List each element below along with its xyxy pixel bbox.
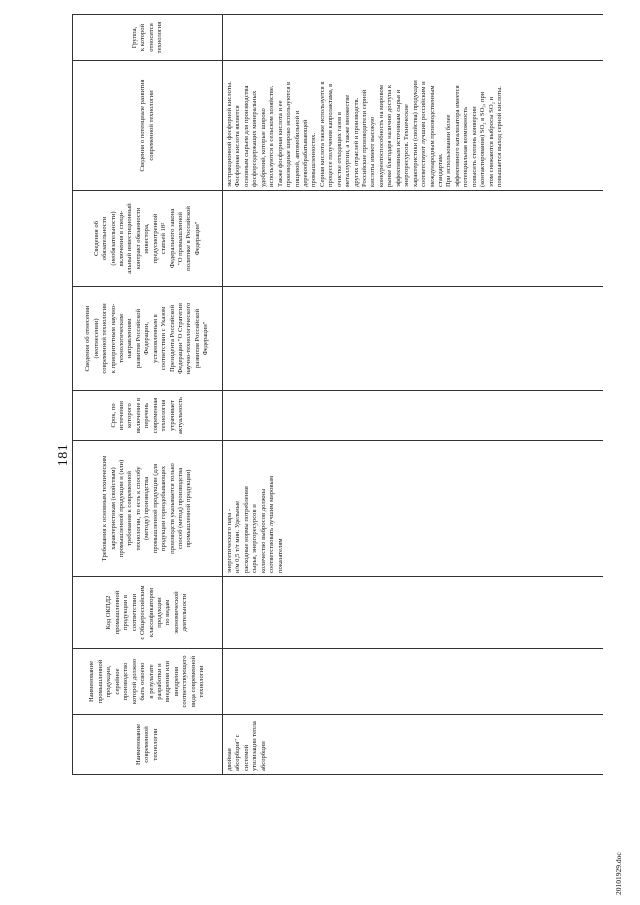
col-header-group: Группа, к которой относится технология	[73, 15, 223, 61]
col-header-okpd2: Код ОКПД2 промышленной продукции в соответствии с Общероссийским классификатором продукции по видам экономической деятельности	[73, 577, 223, 649]
col-header-potential: Сведения о потенциале развития современной технологии	[73, 61, 223, 191]
page-number: 181	[56, 443, 71, 467]
col-header-deadline: Срок, по истечении которого включение в перечень современная технология утрачивает актуальность	[73, 391, 223, 441]
document-id: 20101929.doc	[614, 852, 623, 895]
col-header-product: Наименование промышленной продукции, серийное производство которой должно быть освоено в результате разработки и внедрения или внедрения соответствующего вида современной технологии	[73, 649, 223, 715]
cell-priority	[223, 287, 603, 391]
technology-table	[72, 14, 603, 775]
col-header-obligation: Сведения об обязательности (необязательности) включения в специ- альный инвестиционный контракт обязанности инвестора, предусмотренной статьей 18² Федерального закона "О промышленной политике в Российской Федерации"	[73, 191, 223, 287]
col-header-technology: Наименование современной технологии	[73, 715, 223, 775]
cell-deadline	[223, 391, 603, 441]
cell-technology: двойная абсорбция" с системой утилизации тепла абсорбции	[223, 715, 603, 775]
col-header-requirements: Требования к основным техническим характеристикам (свойствам) промышленной продукции и (или) требования к современной технологии, то есть к способу (методу) производства промышленной продукции (для продукции горнодобывающих производств указывается только способ (метод) производства промышленной продукции)	[73, 441, 223, 577]
cell-group	[223, 15, 603, 61]
col-header-priority: Сведения об отнесении (неотнесении) современной технологии к приоритетным научно- технологическим направлениям развития Российской Федерации, установленным в соответствии с Указом Президента Российской Федерации "О Стратегии научно-технологического развития Российской Федерации"	[73, 287, 223, 391]
cell-requirements: энергетического пара - н/м 0,5 т/т мин. Удельные расходные нормы потребления сырья, энергоресурсов и количество выбросов должны соответствовать лучшим мировым показателям	[223, 441, 603, 577]
cell-okpd2	[223, 577, 603, 649]
cell-obligation	[223, 191, 603, 287]
cell-potential: экстракционной фосфорной кислоты. Фосфорная кислота является основным сырьем для производства фосфорсодержащих минеральных удобрений, которые широко используются в сельском хозяйстве. Также фосфорная кислота и ее производные широко используются в пищевой, автомобильной и деревообрабатывающей промышленностях. Серная кислота также используется в процессе получения капролактама, в очистке отходящих газов в металлургии, а также множестве других отраслей и производств. Российские производители серной кислоты имеют высокую конкурентоспособность на мировом рынке благодаря наличию доступа к эффективным источникам сырья и энергоресурсов. Технические характеристики (свойства) продукции соответствуют лучшим российским и международным производственным стандартам. При использовании более эффективного катализатора имеется потенциальная возможность повысить степень конверсии (контактирования) SO₂ в SO₃, при этом снижаются выбросы SO₂ и повышается выход серной кислоты.	[223, 61, 603, 191]
header-row	[73, 15, 223, 775]
cell-product	[223, 649, 603, 715]
table-row	[223, 15, 603, 775]
